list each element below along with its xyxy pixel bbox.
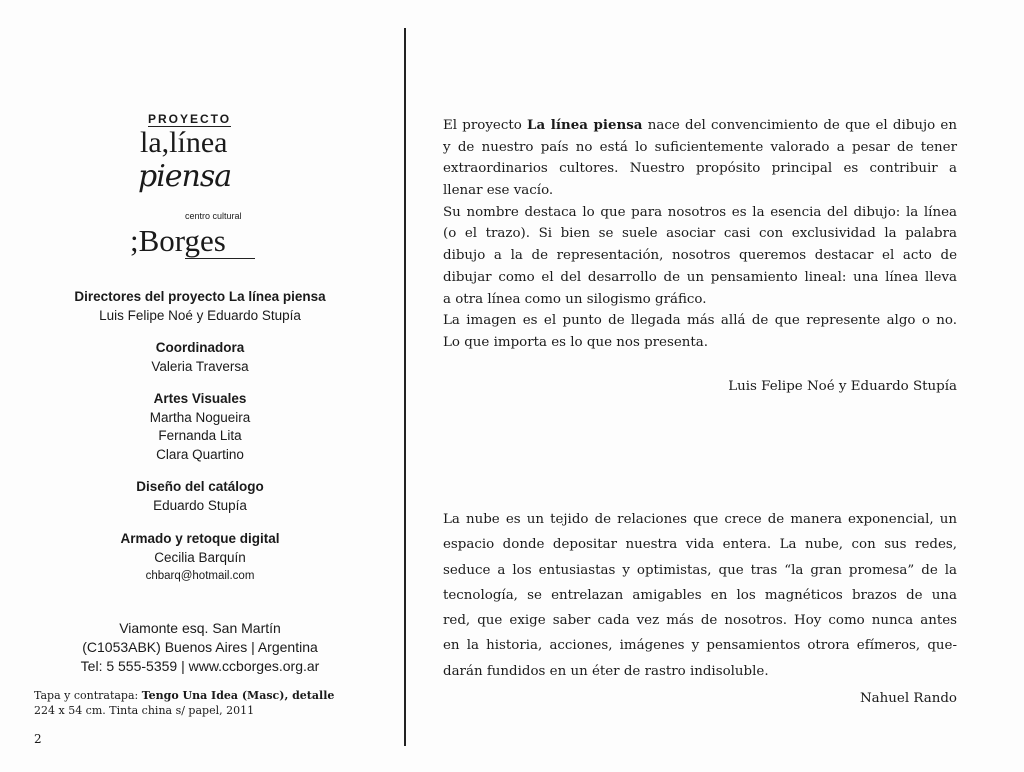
text-line: tecnología, se entrelazan amigables en los magnéticos brazos de una (443, 587, 957, 603)
text-segment: y de nuestro país no está lo suficientemente valorado a pesar de tener (443, 139, 957, 155)
text-segment: Su nombre destaca lo que para nosotros es la esencia del dibujo: la línea (443, 204, 957, 220)
page-number: 2 (34, 732, 42, 746)
text-line (443, 137, 957, 159)
cover-caption (34, 688, 334, 718)
credit-email: chbarq@hotmail.com (145, 570, 255, 582)
credit-heading: Directores del proyecto La línea piensa (74, 289, 326, 304)
text-segment: La imagen es el punto de llegada más allá de que represente algo o no. (443, 313, 957, 329)
credits-visual-arts (0, 390, 400, 464)
credit-heading: Diseño del catálogo (136, 479, 264, 494)
credits-directors (0, 288, 400, 325)
text-line (443, 202, 957, 224)
text-segment: llenar ese vacío. (443, 183, 554, 199)
credit-name: Clara Quartino (156, 446, 244, 462)
text-line (443, 310, 957, 332)
text-segment: Lo que importa es lo que nos presenta. (443, 334, 709, 350)
text-block-1 (443, 115, 957, 354)
text-line: seduce a los entusiastas y optimistas, que tras “la gran promesa” de la (443, 562, 957, 578)
text-segment: nace del convencimiento de que el dibujo en (642, 118, 957, 133)
logo-underline (185, 258, 255, 259)
credit-name: Valeria Traversa (151, 358, 249, 374)
text-line: La nube es un tejido de relaciones que crece de manera exponencial, un (443, 512, 957, 527)
credit-name: Cecilia Barquín (154, 549, 246, 565)
signature-1: Luis Felipe Noé y Eduardo Stupía (728, 379, 957, 394)
address-line: Tel: 5 555-5359 | www.ccborges.org.ar (80, 658, 320, 674)
text-line: red, que exige saber cada vez más de nosotros. Hoy como nunca antes (443, 613, 957, 629)
credit-heading: Coordinadora (155, 340, 245, 355)
credit-name: Fernanda Lita (158, 428, 242, 443)
text-line (443, 267, 957, 289)
text-segment: dibujar como el del desarrollo de un pensamiento lineal: una línea lleva (443, 269, 957, 285)
text-line (443, 158, 957, 180)
text-line (443, 289, 957, 311)
text-line: darán fundidos en un éter de rastro indisoluble. (443, 663, 769, 679)
page-divider (404, 28, 406, 746)
logo-centro-cultural: centro cultural (185, 211, 242, 221)
address (0, 619, 400, 676)
credits-coordination (0, 339, 400, 376)
text-line (443, 223, 957, 245)
credits-catalog-design (0, 478, 400, 515)
credit-name: Martha Nogueira (149, 409, 251, 425)
caption-prefix: Tapa y contratapa: (34, 689, 142, 702)
address-line: (C1053ABK) Buenos Aires | Argentina (82, 639, 318, 655)
caption-details: 224 x 54 cm. Tinta china s/ papel, 2011 (34, 704, 255, 717)
text-block-2 (443, 507, 957, 684)
text-line: en la historia, acciones, imágenes y pensamientos otrora efímeros, que- (443, 638, 957, 654)
credits-digital (0, 530, 400, 586)
text-line (443, 332, 957, 354)
caption-title: Tengo Una Idea (Masc), detalle (141, 689, 335, 702)
text-segment: a otra línea como un silogismo gráfico. (443, 291, 707, 307)
project-name: La línea piensa (527, 117, 643, 133)
credit-name: Luis Felipe Noé y Eduardo Stupía (99, 307, 301, 323)
text-line (443, 180, 957, 202)
text-line: espacio donde depositar nuestra vida entera. La nube, con sus redes, (443, 537, 957, 553)
text-segment: (o el trazo). Si bien se suele asociar casi con exclusividad la palabra (443, 226, 957, 242)
credit-name: Eduardo Stupía (153, 497, 247, 513)
logo-proyecto-label: PROYECTO (148, 112, 232, 126)
signature-2: Nahuel Rando (859, 691, 957, 706)
credit-heading: Armado y retoque digital (120, 531, 280, 546)
text-line (443, 245, 957, 267)
address-line: Viamonte esq. San Martín (119, 620, 281, 636)
credit-heading: Artes Visuales (153, 391, 247, 406)
logo-piensa: piensa (138, 159, 232, 194)
logo-borges: ;Borges (130, 223, 226, 258)
text-segment: El proyecto (443, 118, 528, 133)
logo-la-linea: la,línea (140, 126, 228, 159)
text-segment: extraordinarios cultores. Nuestro propósito principal es contribuir a (443, 161, 957, 177)
text-segment: dibujo a la de representación, nosotros queremos destacar el acto de (443, 248, 957, 264)
text-line (443, 115, 957, 137)
